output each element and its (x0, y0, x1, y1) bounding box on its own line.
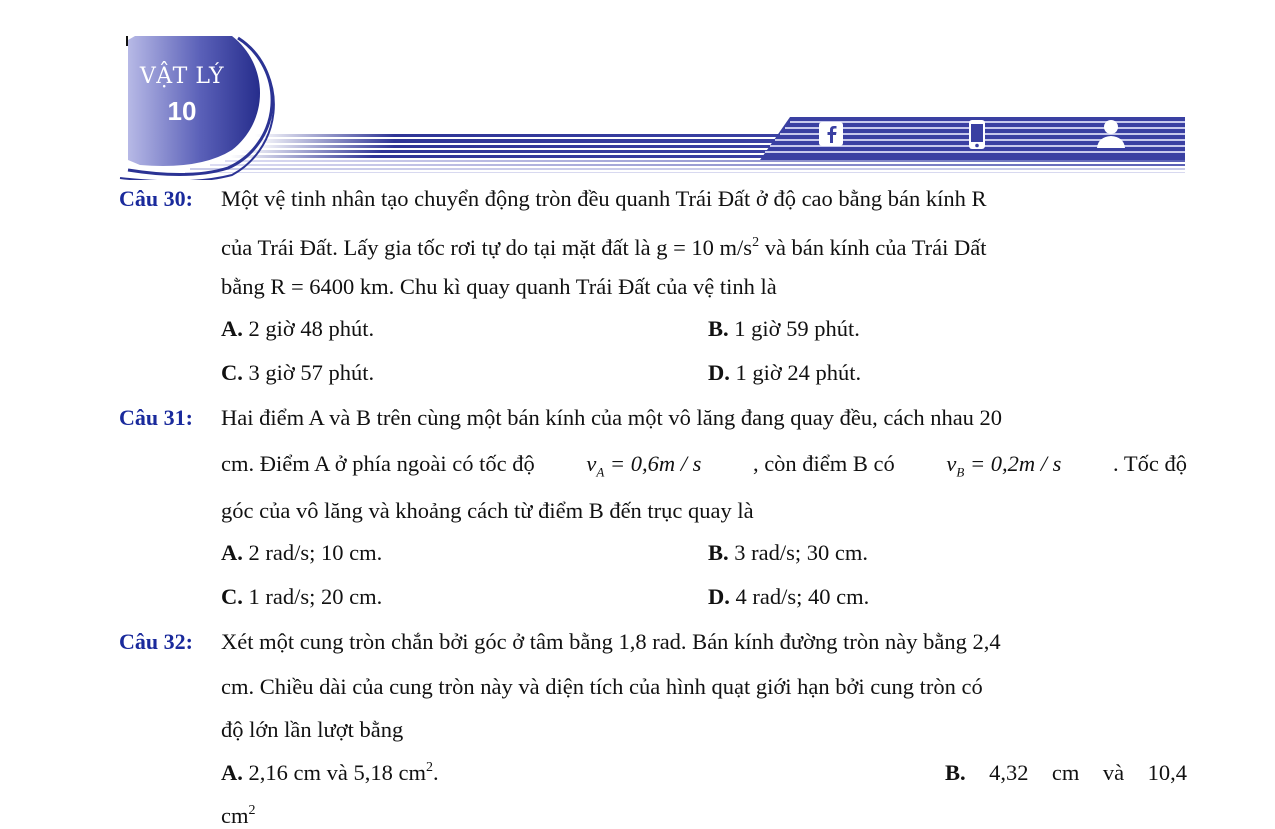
question-31-line-1 (221, 404, 1187, 432)
page-header (0, 0, 1275, 180)
q32-option-b[interactable]: B. 4,32 cm và 10,4 (945, 760, 1187, 785)
question-30-line-1 (221, 185, 1187, 213)
q31-text-1: Hai điểm A và B trên cùng một bán kính của một vô lăng đang quay đều, cách nhau 20 (221, 405, 1003, 430)
q31-option-a[interactable]: A. 2 rad/s; 10 cm. (221, 540, 383, 565)
corner-mark (126, 36, 128, 46)
q30-option-b[interactable]: B. 1 giờ 59 phút. (708, 316, 860, 341)
q32-option-b-continued: $cm^2$ (221, 803, 256, 828)
facebook-icon[interactable] (818, 121, 844, 147)
q32-option-a[interactable]: A. 2,16 cm và 5,18 $cm^2$. (221, 760, 439, 785)
q32-text-3: độ lớn lần lượt bằng (221, 717, 404, 742)
phone-icon[interactable] (967, 119, 987, 151)
badge-subject: VẬT LÝ (139, 64, 225, 89)
q30-text-2b: và bán kính của Trái Dất (759, 235, 987, 260)
question-30-label: Câu 30: (119, 186, 193, 211)
q30-option-a[interactable]: A. 2 giờ 48 phút. (221, 316, 375, 341)
question-32-line-2 (221, 673, 1187, 701)
q31-option-c[interactable]: C. 1 rad/s; 20 cm. (221, 584, 383, 609)
q31-text-2c: . Tốc độ (1113, 451, 1187, 476)
q32-text-1: Xét một cung tròn chắn bởi góc ở tâm bằng 1,8 rad. Bán kính đường tròn này bằng 2,4 (221, 629, 1001, 654)
question-31-line-2 (221, 450, 1187, 487)
question-30-line-2 (221, 229, 1187, 262)
q31-option-d[interactable]: D. 4 rad/s; 40 cm. (708, 584, 870, 609)
question-30-line-3 (221, 273, 1187, 301)
q30-option-d[interactable]: D. 1 giờ 24 phút. (708, 360, 862, 385)
question-31-label: Câu 31: (119, 405, 193, 430)
q31-text-2b: , còn điểm B có (752, 451, 895, 476)
question-32-line-1 (221, 628, 1187, 656)
velocity-b: $v_B = 0,2m / s$ (946, 451, 1062, 480)
question-31-line-3 (221, 497, 1187, 525)
header-decoration (0, 0, 1275, 180)
question-32-line-3 (221, 716, 1187, 744)
q30-text-1: Một vệ tinh nhân tạo chuyển động tròn đều quanh Trái Đất ở độ cao bằng bán kính R (221, 186, 987, 211)
q31-text-3: góc của vô lăng và khoảng cách từ điểm B đến trục quay là (221, 498, 754, 523)
q31-text-2a: cm. Điểm A ở phía ngoài có tốc độ (221, 451, 535, 476)
user-icon[interactable] (1094, 118, 1128, 150)
velocity-a: $v_A = 0,6m / s$ (586, 451, 702, 480)
q30-option-c[interactable]: C. 3 giờ 57 phút. (221, 360, 375, 385)
q32-text-2: cm. Chiều dài của cung tròn này và diện tích của hình quạt giới hạn bởi cung tròn có (221, 674, 983, 699)
q30-exponent: 2 (752, 235, 760, 250)
badge-grade: 10 (167, 96, 197, 126)
q30-text-3: bằng R = 6400 km. Chu kì quay quanh Trái Đất của vệ tinh là (221, 274, 777, 299)
question-32-label: Câu 32: (119, 629, 193, 654)
q31-option-b[interactable]: B. 3 rad/s; 30 cm. (708, 540, 868, 565)
q30-text-2a: của Trái Đất. Lấy gia tốc rơi tự do tại mặt đất là g = 10 m/s (221, 235, 753, 260)
